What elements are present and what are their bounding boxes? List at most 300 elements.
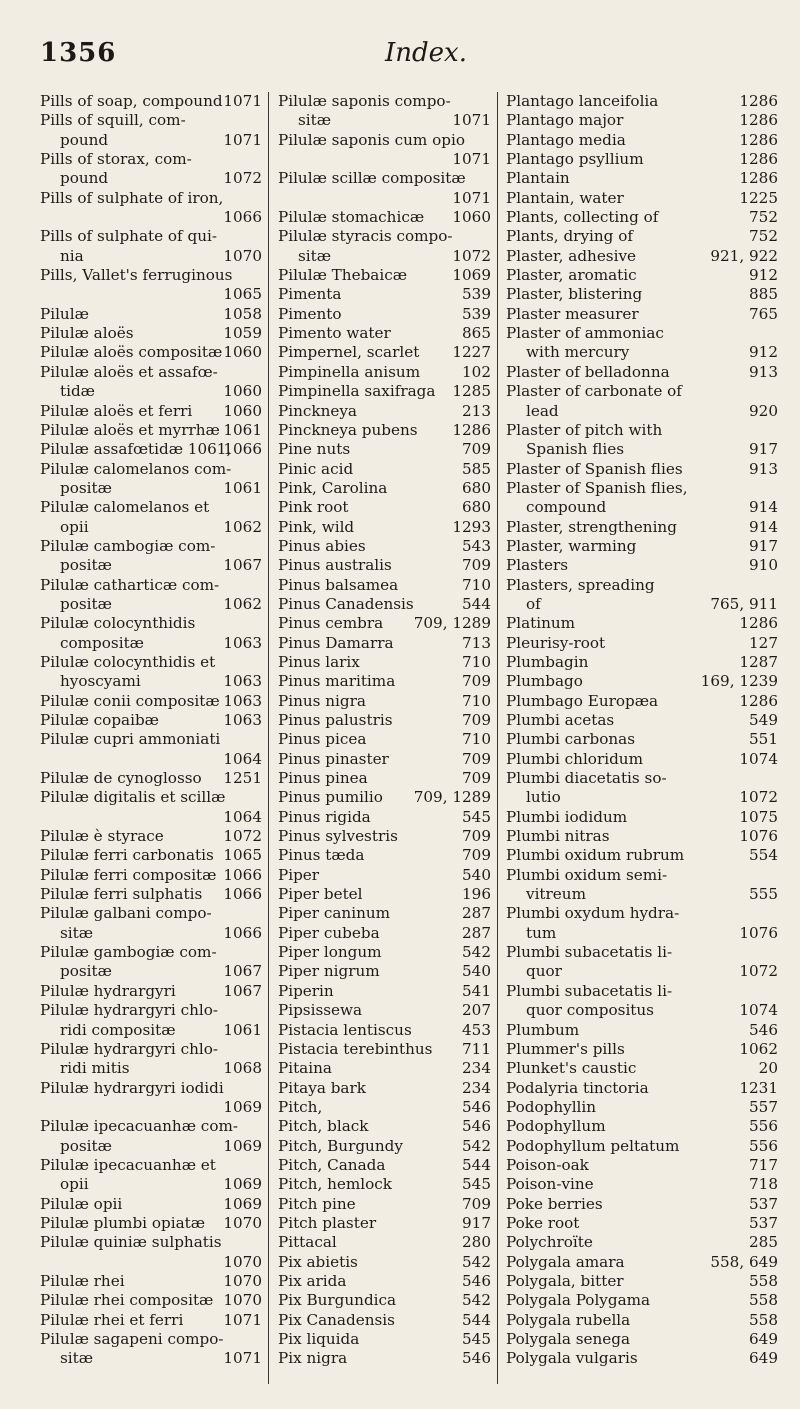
entry-term: pound xyxy=(60,130,109,149)
entry-page-ref: 1072 xyxy=(452,246,491,265)
index-entry xyxy=(506,866,778,885)
index-entry xyxy=(278,131,491,150)
index-entry xyxy=(506,672,778,691)
entry-term: Plumbi acetas xyxy=(506,711,615,729)
index-entry xyxy=(40,150,262,169)
entry-page-ref: 556 xyxy=(749,1117,778,1136)
entry-term: Pilulæ ferri compositæ xyxy=(40,865,217,884)
entry-page-ref: 917 xyxy=(749,536,778,555)
entry-term: Pilulæ è styrace xyxy=(40,827,164,846)
entry-page-ref: 1286 xyxy=(739,130,778,149)
index-entry xyxy=(40,634,262,653)
entry-term: Pilulæ rhei et ferri xyxy=(40,1310,184,1329)
entry-page-ref: 1251 xyxy=(223,769,262,788)
entry-page-ref: 1063 xyxy=(223,633,262,652)
entry-page-ref: 709 xyxy=(462,711,491,729)
entry-page-ref: 127 xyxy=(749,633,778,652)
entry-page-ref: 1287 xyxy=(739,652,778,671)
entry-term: Pinus australis xyxy=(278,556,392,575)
index-entry xyxy=(40,576,262,595)
index-entry xyxy=(506,846,778,865)
entry-term: Pix liquida xyxy=(278,1330,360,1348)
index-entry xyxy=(506,653,778,672)
index-entry xyxy=(40,788,262,807)
entry-page-ref: 1069 xyxy=(223,1136,262,1155)
entry-page-ref: 541 xyxy=(462,981,491,1000)
index-entry xyxy=(278,904,491,923)
entry-page-ref: 453 xyxy=(462,1020,491,1039)
index-entry xyxy=(40,1175,262,1194)
index-entry xyxy=(40,614,262,633)
entry-term: Pistacia terebinthus xyxy=(278,1039,433,1058)
entry-term: Plaster of carbonate of xyxy=(506,382,682,401)
entry-term: Pinus pinaster xyxy=(278,749,389,768)
entry-page-ref: 709 xyxy=(462,1194,491,1213)
entry-page-ref: 1286 xyxy=(739,691,778,710)
index-entry xyxy=(278,1195,491,1214)
index-entry xyxy=(40,1291,262,1310)
index-entry xyxy=(278,1001,491,1020)
entry-page-ref: 545 xyxy=(462,1175,491,1194)
index-entry xyxy=(278,285,491,304)
index-entry xyxy=(40,885,262,904)
index-entry xyxy=(506,1214,778,1233)
entry-page-ref: 1061 xyxy=(223,420,262,439)
index-entry xyxy=(40,1079,262,1098)
entry-page-ref: 1070 xyxy=(223,1291,262,1310)
entry-page-ref: 546 xyxy=(462,1097,491,1116)
index-entry xyxy=(40,363,262,382)
entry-term: Pilulæ quiniæ sulphatis xyxy=(40,1233,222,1252)
entry-term: Piper longum xyxy=(278,943,382,962)
entry-page-ref: 549 xyxy=(749,711,778,729)
index-entry xyxy=(506,1175,778,1194)
entry-page-ref: 1069 xyxy=(223,1097,262,1116)
entry-page-ref: 1227 xyxy=(452,343,491,362)
entry-term: Pittacal xyxy=(278,1233,337,1252)
entry-term: Plumbi nitras xyxy=(506,827,610,846)
entry-term: Pinus maritima xyxy=(278,672,396,691)
entry-term: Pitaina xyxy=(278,1059,332,1078)
index-entry xyxy=(278,208,491,227)
entry-page-ref: 917 xyxy=(462,1213,491,1232)
entry-term: Piper caninum xyxy=(278,904,391,923)
index-entry xyxy=(40,1059,262,1078)
entry-page-ref: 1066 xyxy=(223,865,262,884)
entry-page-ref: 921, 922 xyxy=(710,246,778,265)
index-entry xyxy=(278,692,491,711)
entry-term: lutio xyxy=(526,788,561,807)
entry-page-ref: 1061 xyxy=(223,478,262,497)
entry-page-ref: 1062 xyxy=(223,517,262,536)
entry-term: Pilulæ scillæ compositæ xyxy=(278,169,466,188)
index-entry xyxy=(506,111,778,130)
entry-term: Pilulæ cambogiæ com- xyxy=(40,536,216,555)
index-entry xyxy=(506,730,778,749)
entry-term: Pinckneya pubens xyxy=(278,420,418,439)
entry-page-ref: 709 xyxy=(462,749,491,768)
index-entry xyxy=(40,1001,262,1020)
entry-term: Plumbi subacetatis li- xyxy=(506,943,673,962)
entry-page-ref: 542 xyxy=(462,1291,491,1310)
index-entry xyxy=(40,1156,262,1175)
entry-term: Pilulæ copaibæ xyxy=(40,711,159,729)
index-entry xyxy=(40,1349,262,1368)
index-entry xyxy=(278,1253,491,1272)
index-entry xyxy=(278,634,491,653)
index-entry xyxy=(278,343,491,362)
entry-page-ref: 542 xyxy=(462,1136,491,1155)
index-entry xyxy=(506,1253,778,1272)
index-entry xyxy=(40,1233,262,1252)
index-column-3 xyxy=(506,92,778,1369)
entry-term: Plantago psyllium xyxy=(506,150,644,169)
index-entry xyxy=(506,285,778,304)
entry-term: sitæ xyxy=(298,111,332,130)
entry-page-ref: 711 xyxy=(462,1039,491,1058)
entry-page-ref: 709, 1289 xyxy=(413,788,491,807)
index-entry xyxy=(40,131,262,150)
entry-term: Podophyllum peltatum xyxy=(506,1136,680,1155)
entry-page-ref: 710 xyxy=(462,691,491,710)
entry-term: Pilulæ cupri ammoniati xyxy=(40,730,221,749)
entry-term: Pinus tæda xyxy=(278,846,365,865)
index-entry xyxy=(278,1079,491,1098)
index-entry xyxy=(278,1137,491,1156)
entry-page-ref: 1067 xyxy=(223,981,262,1000)
index-column-2 xyxy=(278,92,491,1369)
index-entry xyxy=(40,556,262,575)
entry-term: Pinus Damarra xyxy=(278,633,394,652)
entry-term: Pilulæ hydrargyri xyxy=(40,981,176,1000)
entry-page-ref: 558 xyxy=(749,1310,778,1329)
entry-term: Pinus pinea xyxy=(278,769,368,788)
entry-term: Pills of sulphate of iron, xyxy=(40,188,224,207)
index-entry xyxy=(278,1233,491,1252)
entry-page-ref: 1074 xyxy=(739,749,778,768)
entry-page-ref: 1067 xyxy=(223,556,262,575)
entry-term: Platinum xyxy=(506,614,576,633)
index-entry xyxy=(506,808,778,827)
index-entry xyxy=(40,730,262,749)
index-entry xyxy=(506,382,778,401)
entry-page-ref: 1286 xyxy=(739,614,778,633)
entry-term: Pilulæ aloës et ferri xyxy=(40,401,193,420)
index-entry xyxy=(40,537,262,556)
entry-page-ref: 1074 xyxy=(739,1001,778,1020)
index-entry xyxy=(40,595,262,614)
index-entry xyxy=(40,1253,262,1272)
entry-page-ref: 917 xyxy=(749,440,778,459)
index-entry xyxy=(506,1195,778,1214)
entry-term: Plaster of Spanish flies xyxy=(506,459,683,478)
entry-page-ref: 1063 xyxy=(223,691,262,710)
index-entry xyxy=(40,518,262,537)
index-entry xyxy=(278,518,491,537)
index-entry xyxy=(278,247,491,266)
entry-page-ref: 539 xyxy=(462,285,491,304)
entry-term: Plaster, adhesive xyxy=(506,246,637,265)
entry-term: Plantago media xyxy=(506,130,626,149)
entry-page-ref: 1059 xyxy=(223,324,262,343)
entry-term: Pilulæ hydrargyri iodidi xyxy=(40,1078,224,1097)
index-entry xyxy=(506,769,778,788)
entry-page-ref: 1066 xyxy=(223,923,262,942)
index-entry xyxy=(278,808,491,827)
index-entry xyxy=(506,324,778,343)
entry-page-ref: 1286 xyxy=(739,150,778,169)
entry-term: Poke root xyxy=(506,1213,580,1232)
index-entry xyxy=(40,1195,262,1214)
entry-page-ref: 709 xyxy=(462,846,491,865)
index-entry xyxy=(278,1272,491,1291)
entry-page-ref: 1067 xyxy=(223,962,262,981)
entry-term: Pilulæ gambogiæ com- xyxy=(40,943,217,962)
index-column-1 xyxy=(40,92,262,1369)
index-entry xyxy=(506,247,778,266)
entry-page-ref: 543 xyxy=(462,536,491,555)
entry-page-ref: 1072 xyxy=(739,788,778,807)
entry-page-ref: 680 xyxy=(462,498,491,517)
entry-term: tidæ xyxy=(60,382,95,401)
entry-term: Pilulæ ferri carbonatis xyxy=(40,846,214,865)
index-entry xyxy=(506,189,778,208)
entry-term: Pimenta xyxy=(278,285,342,304)
entry-term: Pinckneya xyxy=(278,401,357,420)
entry-term: positæ xyxy=(60,594,112,613)
entry-page-ref: 544 xyxy=(462,1155,491,1174)
entry-term: Pitch pine xyxy=(278,1194,356,1213)
entry-term: Pilulæ stomachicæ xyxy=(278,208,425,227)
entry-page-ref: 710 xyxy=(462,575,491,594)
index-entry xyxy=(506,518,778,537)
index-entry xyxy=(40,189,262,208)
index-entry xyxy=(506,1040,778,1059)
entry-term: Pinic acid xyxy=(278,459,354,478)
entry-term: Pilulæ sagapeni compo- xyxy=(40,1330,224,1348)
entry-page-ref: 1058 xyxy=(223,304,262,323)
entry-term: Piper xyxy=(278,865,320,884)
index-entry xyxy=(506,305,778,324)
entry-term: Pink root xyxy=(278,498,349,517)
entry-page-ref: 1069 xyxy=(223,1194,262,1213)
index-entry xyxy=(40,1117,262,1136)
entry-term: hyoscyami xyxy=(60,672,141,691)
index-entry xyxy=(278,402,491,421)
entry-term: Pilulæ aloës xyxy=(40,324,134,343)
entry-term: Plants, drying of xyxy=(506,227,633,246)
entry-page-ref: 585 xyxy=(462,459,491,478)
index-entry xyxy=(506,1079,778,1098)
index-entry xyxy=(506,1117,778,1136)
index-entry xyxy=(506,595,778,614)
index-entry xyxy=(40,402,262,421)
entry-page-ref: 1231 xyxy=(739,1078,778,1097)
index-entry xyxy=(506,576,778,595)
index-entry xyxy=(278,92,491,111)
entry-page-ref: 1070 xyxy=(223,1252,262,1271)
index-entry xyxy=(506,440,778,459)
entry-term: vitreum xyxy=(526,885,586,904)
entry-page-ref: 710 xyxy=(462,730,491,749)
entry-term: Pilulæ ipecacuanhæ com- xyxy=(40,1117,238,1136)
entry-page-ref: 1065 xyxy=(223,285,262,304)
entry-page-ref: 1072 xyxy=(739,962,778,981)
entry-term: Pills of sulphate of qui- xyxy=(40,227,217,246)
entry-page-ref: 1062 xyxy=(223,594,262,613)
column-divider xyxy=(268,92,269,1384)
entry-page-ref: 546 xyxy=(749,1020,778,1039)
entry-term: Plaster of belladonna xyxy=(506,362,670,381)
index-entry xyxy=(278,827,491,846)
entry-page-ref: 1060 xyxy=(223,382,262,401)
entry-term: Pimpinella anisum xyxy=(278,362,421,381)
index-entry xyxy=(506,537,778,556)
entry-term: Plumbi iodidum xyxy=(506,807,628,826)
index-entry xyxy=(506,498,778,517)
entry-page-ref: 1061 xyxy=(223,1020,262,1039)
entry-page-ref: 546 xyxy=(462,1349,491,1368)
index-entry xyxy=(40,692,262,711)
entry-page-ref: 709 xyxy=(462,556,491,575)
index-entry xyxy=(40,324,262,343)
entry-term: Polygala rubella xyxy=(506,1310,631,1329)
index-entry xyxy=(278,769,491,788)
index-entry xyxy=(506,1156,778,1175)
entry-term: Pilulæ opii xyxy=(40,1194,123,1213)
entry-term: Plaster, blistering xyxy=(506,285,643,304)
index-entry xyxy=(40,1137,262,1156)
entry-page-ref: 545 xyxy=(462,807,491,826)
entry-term: Pimento water xyxy=(278,324,391,343)
index-entry xyxy=(278,150,491,169)
index-entry xyxy=(40,305,262,324)
index-entry xyxy=(278,1291,491,1310)
entry-term: Pinus pumilio xyxy=(278,788,383,807)
index-entry xyxy=(506,1349,778,1368)
index-entry xyxy=(506,208,778,227)
entry-term: Plasters xyxy=(506,556,569,575)
entry-term: Poke berries xyxy=(506,1194,603,1213)
entry-page-ref: 287 xyxy=(462,923,491,942)
index-entry xyxy=(278,169,491,188)
entry-page-ref: 765, 911 xyxy=(710,594,778,613)
entry-page-ref: 555 xyxy=(749,885,778,904)
index-entry xyxy=(278,1059,491,1078)
entry-term: Pix nigra xyxy=(278,1349,348,1368)
entry-term: Plantago lanceifolia xyxy=(506,92,659,110)
index-entry xyxy=(40,208,262,227)
entry-term: Plumbi oxidum rubrum xyxy=(506,846,685,865)
entry-term: Pilulæ de cynoglosso xyxy=(40,769,202,788)
index-entry xyxy=(278,382,491,401)
entry-page-ref: 709 xyxy=(462,827,491,846)
index-entry xyxy=(506,421,778,440)
index-entry xyxy=(278,943,491,962)
entry-term: nia xyxy=(60,246,84,265)
entry-page-ref: 1066 xyxy=(223,440,262,459)
index-entry xyxy=(40,227,262,246)
entry-page-ref: 537 xyxy=(749,1213,778,1232)
index-entry xyxy=(506,92,778,111)
index-entry xyxy=(506,556,778,575)
entry-term: Pinus Canadensis xyxy=(278,594,414,613)
entry-term: with mercury xyxy=(526,343,630,362)
entry-page-ref: 1070 xyxy=(223,1271,262,1290)
index-entry xyxy=(506,1233,778,1252)
entry-term: Pilulæ digitalis et scillæ xyxy=(40,788,226,807)
index-entry xyxy=(506,1059,778,1078)
entry-page-ref: 213 xyxy=(462,401,491,420)
entry-page-ref: 234 xyxy=(462,1078,491,1097)
entry-term: Pilulæ assafœtidæ 1061, xyxy=(40,440,232,459)
index-entry xyxy=(40,711,262,730)
entry-term: Plaster, aromatic xyxy=(506,266,637,285)
entry-term: Pilulæ galbani compo- xyxy=(40,904,212,923)
index-entry xyxy=(278,1330,491,1349)
index-entry xyxy=(506,750,778,769)
entry-term: tum xyxy=(526,923,557,942)
entry-page-ref: 1071 xyxy=(452,150,491,169)
entry-term: Podophyllum xyxy=(506,1117,606,1136)
index-entry xyxy=(278,1021,491,1040)
entry-term: Plaster, strengthening xyxy=(506,517,677,536)
entry-page-ref: 649 xyxy=(749,1330,778,1348)
entry-term: Pills of squill, com- xyxy=(40,111,186,130)
index-entry xyxy=(278,846,491,865)
index-entry xyxy=(278,730,491,749)
index-entry xyxy=(40,982,262,1001)
entry-page-ref: 207 xyxy=(462,1001,491,1020)
entry-page-ref: 710 xyxy=(462,652,491,671)
index-entry xyxy=(278,653,491,672)
entry-page-ref: 1071 xyxy=(223,130,262,149)
entry-term: Pitaya bark xyxy=(278,1078,366,1097)
entry-term: Pilulæ colocynthidis xyxy=(40,614,196,633)
index-entry xyxy=(278,324,491,343)
entry-page-ref: 1072 xyxy=(223,169,262,188)
entry-term: Pinus rigida xyxy=(278,807,371,826)
entry-page-ref: 558 xyxy=(749,1271,778,1290)
entry-page-ref: 546 xyxy=(462,1271,491,1290)
entry-term: Pilulæ ferri sulphatis xyxy=(40,885,203,904)
running-title: Index. xyxy=(385,38,467,68)
index-entry xyxy=(40,1330,262,1349)
entry-page-ref: 196 xyxy=(462,885,491,904)
index-entry xyxy=(506,1311,778,1330)
entry-page-ref: 680 xyxy=(462,478,491,497)
entry-page-ref: 1071 xyxy=(223,92,262,110)
entry-term: Pilulæ colocynthidis et xyxy=(40,652,216,671)
index-entry xyxy=(40,479,262,498)
entry-page-ref: 1293 xyxy=(452,517,491,536)
entry-page-ref: 910 xyxy=(749,556,778,575)
entry-term: Pitch, Canada xyxy=(278,1155,386,1174)
index-entry xyxy=(506,150,778,169)
entry-term: Pilulæ calomelanos com- xyxy=(40,459,232,478)
index-entry xyxy=(40,382,262,401)
entry-page-ref: 1063 xyxy=(223,711,262,729)
index-entry xyxy=(506,1291,778,1310)
entry-term: Pinus cembra xyxy=(278,614,384,633)
entry-term: Polygala, bitter xyxy=(506,1271,624,1290)
index-entry xyxy=(40,498,262,517)
entry-term: lead xyxy=(526,401,559,420)
entry-term: of xyxy=(526,594,541,613)
entry-term: Pilulæ styracis compo- xyxy=(278,227,453,246)
entry-term: Plantain, water xyxy=(506,188,624,207)
entry-page-ref: 1076 xyxy=(739,923,778,942)
